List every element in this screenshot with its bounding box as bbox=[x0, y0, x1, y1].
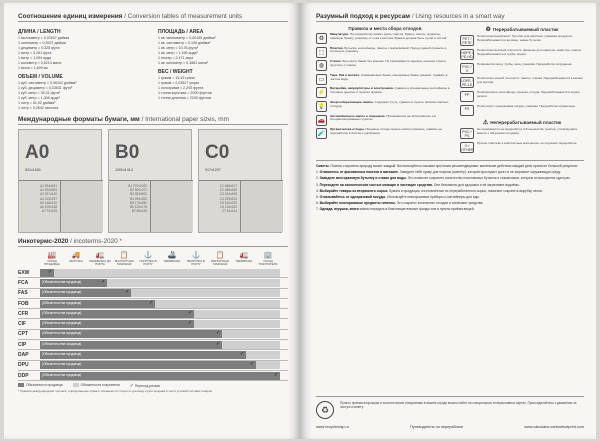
waste-icon: 🚗 bbox=[316, 115, 327, 126]
step-icon: 🏢 bbox=[263, 252, 273, 259]
conversion-row: 1 дециметр = 0,328 фута bbox=[18, 46, 60, 50]
incoterm-row-cif bbox=[18, 319, 288, 329]
rules-list bbox=[316, 33, 454, 139]
plastic-item bbox=[460, 49, 584, 60]
incoterm-bar bbox=[40, 300, 288, 308]
nonrecycle-heading: ⚠ Неперерабатываемый пластик bbox=[482, 120, 562, 126]
conversion-title: Соотношение единиц измерения / Conversion tables of measurement units bbox=[18, 13, 288, 22]
plastic-code-icon: O / OTHER bbox=[461, 144, 474, 152]
tips-section bbox=[316, 160, 584, 212]
waste-rule bbox=[316, 33, 454, 44]
conversion-row: 1 метр = 1,094 ярда bbox=[18, 56, 52, 60]
conversion-row: 1 куб. метр = 1,308 ярда³ bbox=[18, 96, 60, 100]
incoterm-code: CFR bbox=[18, 310, 29, 317]
incoterm-code: CIF bbox=[18, 321, 27, 328]
incoterm-code: DPU bbox=[18, 362, 29, 369]
waste-rule-text: Тара, Pak и металл. Алюминиевые банки, консервные банки, крышки. Сдавать в чистом виде. bbox=[330, 72, 448, 81]
step-icon: ⚓ bbox=[191, 252, 201, 259]
incoterm-row-fca bbox=[18, 278, 288, 288]
buyer-segment bbox=[107, 279, 280, 287]
buyer-segment bbox=[256, 361, 280, 369]
format-sub-item: C4 229x324 bbox=[219, 196, 237, 201]
tip-item: 7. Одежда, игрушки, книги можно передать в благотворительные фонды или в пункты приёма вещей. bbox=[316, 207, 475, 212]
waste-rule-lead: Тара, Pak и металл. bbox=[330, 72, 360, 77]
buyer-segment bbox=[131, 289, 280, 297]
plastic-code-icon: PP bbox=[460, 91, 474, 102]
incoterm-step bbox=[232, 251, 256, 267]
conversion-row: 1 куб. дециметр = 0,03531 фута³ bbox=[18, 86, 73, 90]
left-page bbox=[4, 3, 300, 439]
conversion-row: 1 кв. километр = 0,3861 мили² bbox=[158, 61, 209, 65]
incoterm-row-cpt bbox=[18, 330, 288, 340]
step-label: ПЕРЕВОЗКА ДО ПОРТА bbox=[89, 260, 111, 267]
buyer-segment bbox=[194, 310, 280, 318]
waste-rules-column bbox=[316, 26, 454, 156]
waste-rule-text: Макулатура. На переработку можно сдать: картон, бумагу, газеты, журналы, офисную бумагу, упаковку от сока и молока. Бумага должна быть сухой и чистой. bbox=[330, 32, 448, 40]
step-label: ВЫГРУЗКА В ПОРТУ bbox=[187, 260, 205, 267]
format-sub-item: B7 88x125 bbox=[131, 209, 147, 214]
risk-transfer-icon: ✓ bbox=[101, 278, 106, 285]
waste-rule-lead: Автомобильное масло и покрышки. bbox=[330, 113, 386, 118]
conversion-grid bbox=[18, 26, 288, 111]
globe-icon: ♻ bbox=[316, 401, 334, 419]
buyer-segment bbox=[194, 320, 280, 328]
format-sublist bbox=[201, 184, 237, 234]
incoterm-row-fas bbox=[18, 289, 288, 299]
plastic-item bbox=[460, 105, 584, 116]
step-label: ПЕРЕВОЗКА bbox=[235, 260, 253, 263]
conversion-row: 1 кв. метр = 10,76 фута² bbox=[158, 46, 199, 50]
conversion-row: 1 миллиметр = 0,03937 дюйма bbox=[18, 36, 70, 40]
conversion-row: 1 тонна короткая = 2000 фунтов bbox=[158, 91, 212, 95]
waste-rule bbox=[316, 128, 454, 139]
conversion-row: 1 куб. метр = 35,31 фута³ bbox=[18, 91, 61, 95]
seller-note: (Обязательства продавца) bbox=[42, 362, 82, 367]
seller-note: (Обязательства продавца) bbox=[42, 341, 82, 346]
step-icon: 🏭 bbox=[47, 252, 57, 259]
buyer-segment bbox=[155, 300, 280, 308]
incoterm-code: DAP bbox=[18, 352, 29, 359]
waste-rule-text: Пластик. Бутылки, контейнеры, пакеты с маркировкой. Перед сдачей промыть и сплющить упаковку. bbox=[330, 45, 447, 54]
length-heading: ДЛИНА / LENGTH bbox=[18, 29, 61, 35]
conversion-row: 1 кв. сантиметр = 0,155 дюйма² bbox=[158, 41, 211, 45]
tip-lead: Одежда, игрушки, книги bbox=[319, 207, 359, 212]
incoterm-bar bbox=[40, 351, 288, 359]
format-sub-item: A3 297x420 bbox=[39, 192, 57, 197]
format-sub-item: B3 353x500 bbox=[129, 192, 147, 197]
waste-icon: 🧪 bbox=[316, 128, 327, 139]
incoterm-code: CPT bbox=[18, 331, 28, 338]
incoterm-bar bbox=[40, 279, 288, 287]
seller-note: (Обязательства продавца) bbox=[42, 352, 82, 357]
incoterms-table bbox=[18, 268, 288, 381]
paper-format-b0 bbox=[108, 129, 192, 233]
format-sublist bbox=[111, 184, 147, 234]
plastic-code-icon: PVC / PS bbox=[460, 128, 474, 139]
tip-item: 4. Выбирайте товары из вторичного сырья. Бумага и продукция, изготовленные из переработанного сырья, помогают сократить вырубку лесов. bbox=[316, 188, 543, 193]
format-sub-item: B4 250x353 bbox=[129, 196, 147, 201]
conversion-row: 1 сантиметр = 0,3937 дюйма bbox=[18, 41, 66, 45]
incoterm-bar bbox=[40, 289, 288, 297]
tips-list bbox=[316, 170, 584, 211]
seller-note: (Обязательства продавца) bbox=[42, 279, 82, 284]
right-page bbox=[300, 3, 596, 439]
tip-item: 5. Отказывайтесь от одноразовой посуды. Используйте многоразовые приборы и контейнеры для еды. bbox=[316, 195, 480, 200]
incoterm-bar bbox=[40, 320, 288, 328]
tips-intro: Советы. Помочь сохранить природу может каждый. Воспользуйтесь нашими простыми рекомендациями: маленькие действия каждый день приносят большой результат. bbox=[316, 164, 578, 168]
waste-rule-lead: Пластик. bbox=[330, 45, 344, 50]
plastic-text: Не принимается на переработку в большинстве пунктов, утилизировать вместе с обычными отходами. bbox=[477, 127, 578, 135]
step-icon: 📋 bbox=[119, 252, 129, 259]
conversion-row: 1 куб. сантиметр = 0,06102 дюйма³ bbox=[18, 81, 77, 85]
plastic-item bbox=[460, 77, 584, 88]
waste-rule-text: Органические отходы. Пищевые отходы можно компостировать, сдавать на переработку в биогаз и удобрения. bbox=[330, 127, 442, 135]
format-sub-item: C7 81x114 bbox=[221, 209, 237, 214]
incoterm-step bbox=[184, 251, 208, 267]
incoterm-step bbox=[256, 251, 280, 267]
step-label: СКЛАД ПОКУПАТЕЛЯ bbox=[258, 260, 278, 267]
waste-rule-lead: Макулатура. bbox=[330, 32, 349, 36]
waste-rule bbox=[316, 60, 454, 71]
waste-rule-lead: Энергосберегающие лампы. bbox=[330, 99, 374, 104]
plastic-code-icon: PS bbox=[460, 105, 474, 116]
buyer-segment bbox=[54, 269, 280, 277]
incoterm-step bbox=[136, 251, 160, 267]
seller-note: (Обязательства продавца) bbox=[42, 290, 82, 295]
plastic-text: Полистирол: одноразовая посуда, упаковка. Переработка ограничена. bbox=[477, 104, 576, 108]
conversion-row: 1 литр = 61,02 дюйма³ bbox=[18, 101, 56, 105]
incoterm-code: DDP bbox=[18, 372, 29, 379]
buyer-segment bbox=[222, 330, 280, 338]
volume-heading: ОБЪЕМ / VOLUME bbox=[18, 74, 63, 80]
format-sub-item: C3 324x458 bbox=[219, 192, 237, 197]
plastic-text: Полипропилен: контейнеры, крышки, посуда. Перерабатывается в ящики, детали. bbox=[477, 90, 581, 98]
incoterm-bar bbox=[40, 269, 288, 277]
incoterm-step bbox=[160, 251, 184, 267]
risk-transfer-icon: ✓ bbox=[240, 351, 245, 358]
plastic-text: Полиэтилен низкой плотности: пакеты, плёнка. Перерабатывается в мешки для мусора. bbox=[477, 76, 583, 84]
paper-sizes-title: Международные форматы бумаги, мм / International paper sizes, mm bbox=[18, 116, 288, 125]
risk-transfer-icon: ✓ bbox=[48, 268, 53, 275]
length-list bbox=[18, 36, 148, 71]
incoterm-code: CIP bbox=[18, 341, 27, 348]
step-label: ЭКСПОРТНАЯ ТАМОЖНЯ bbox=[114, 260, 134, 267]
format-quarter bbox=[241, 180, 283, 232]
incoterm-bar bbox=[40, 310, 288, 318]
seller-note: (Обязательства продавца) bbox=[42, 300, 82, 305]
incoterms-title: Инкотермс-2020 / incoterms-2020 * bbox=[18, 238, 288, 247]
waste-rule bbox=[316, 74, 454, 85]
weight-list bbox=[158, 76, 288, 101]
plastic-code-icon: LDPE / PE-LD bbox=[461, 79, 473, 87]
format-size: 917x1297 bbox=[205, 168, 221, 172]
conversion-row: 1 кв. миллиметр = 0,00155 дюйма² bbox=[158, 36, 216, 40]
step-icon: 📋 bbox=[215, 252, 225, 259]
incoterm-row-exw bbox=[18, 268, 288, 278]
incoterm-row-dap bbox=[18, 350, 288, 360]
waste-rule-text: Батарейки, аккумуляторы и электроника. Сдавать в специальные контейнеры в торговых центрах и пунктах приёма. bbox=[330, 86, 450, 95]
waste-rule bbox=[316, 47, 454, 58]
waste-rule bbox=[316, 101, 454, 112]
waste-rule-text: Энергосберегающие лампы. Содержат ртуть, сдавать в пункты приёма опасных отходов. bbox=[330, 99, 449, 108]
seller-note: (Обязательства продавца) bbox=[42, 321, 82, 326]
incoterm-bar bbox=[40, 361, 288, 369]
incoterm-step bbox=[64, 251, 88, 267]
waste-icon: ⚡ bbox=[316, 87, 327, 98]
incoterm-step bbox=[112, 251, 136, 267]
format-sub-item: A6 105x148 bbox=[39, 205, 57, 210]
recycle-heading: ♻ Перерабатываемый пластик bbox=[485, 27, 559, 33]
seller-note: (Обязательства продавца) bbox=[42, 310, 82, 315]
incoterm-row-ddp bbox=[18, 371, 288, 381]
paper-format-c0 bbox=[198, 129, 282, 233]
waste-icon: ♻ bbox=[316, 33, 327, 44]
format-sub-item: A5 148x210 bbox=[39, 200, 57, 205]
waste-rule-lead: Стекло. bbox=[330, 59, 342, 64]
step-label: ИМПОРТНАЯ ТАМОЖНЯ bbox=[211, 260, 229, 267]
nonrecycle-list bbox=[460, 128, 584, 153]
plastic-code-icon: HDPE / PE-HD bbox=[461, 51, 473, 59]
step-icon: 🚚 bbox=[71, 252, 81, 259]
plastic-item bbox=[460, 128, 584, 139]
plastic-text: Поливинилхлорид: трубы, окна, упаковка. Переработка затруднена. bbox=[477, 62, 573, 66]
link-recyclemap[interactable]: www.recyclemap.ru bbox=[316, 425, 349, 429]
step-label: ЗАГРУЗКА bbox=[69, 260, 83, 263]
format-sub-item: C5 162x229 bbox=[219, 200, 237, 205]
paper-format-a0 bbox=[18, 129, 102, 233]
step-icon: 🚛 bbox=[239, 252, 249, 259]
format-sub-item: C1 648x917 bbox=[219, 184, 237, 188]
incoterm-bar bbox=[40, 372, 288, 380]
seller-note: (Обязательства продавца) bbox=[42, 372, 82, 377]
format-name: A0 bbox=[25, 142, 50, 163]
incoterm-row-cfr bbox=[18, 309, 288, 319]
tip-lead: Выбирайте товары из вторичного сырья. bbox=[319, 188, 389, 193]
link-guide: Путеводитель по переработке bbox=[409, 425, 464, 429]
incoterm-row-cip bbox=[18, 340, 288, 350]
waste-icon: 💡 bbox=[316, 101, 327, 112]
incoterm-code: FOB bbox=[18, 300, 29, 307]
plastic-item bbox=[460, 63, 584, 74]
warning-icon: ⚠ bbox=[482, 120, 489, 126]
plastic-item bbox=[460, 91, 584, 102]
incoterm-row-fob bbox=[18, 299, 288, 309]
tip-lead: Выбирайте многоразовые предметы гигиены. bbox=[319, 201, 396, 206]
incoterms-footnote: * Правила международной торговли, определяющие права и обязанности сторон по договору купли-продажи в части условий поставки товаров bbox=[18, 389, 212, 394]
area-heading: ПЛОЩАДЬ / AREA bbox=[158, 29, 204, 35]
conversion-row: 1 грамм = 15,43 грана bbox=[158, 76, 195, 80]
waste-rule-lead: Батарейки, аккумуляторы и электроника. bbox=[330, 86, 394, 91]
tip-lead: Переходите на экологические чистые моющие и чистящие средства. bbox=[319, 182, 433, 187]
plastic-text: Полиэтилен высокой плотности: флаконы для шампуня, канистры, пакеты. Перерабатывается в трубы, ящики. bbox=[477, 48, 582, 56]
buyer-segment bbox=[246, 351, 280, 359]
waste-rule bbox=[316, 115, 454, 126]
risk-transfer-icon: ✓ bbox=[250, 361, 255, 368]
incoterm-code: EXW bbox=[18, 269, 30, 276]
conversion-row: 1 кв. метр = 1,196 ярда² bbox=[158, 51, 198, 55]
format-size: 1000x1414 bbox=[115, 168, 133, 172]
format-sub-item: B5 176x250 bbox=[129, 200, 147, 205]
recycle-icon: ♻ bbox=[485, 27, 491, 33]
risk-transfer-icon: ✓ bbox=[216, 340, 221, 347]
step-label: СКЛАД ПРОДАВЦА bbox=[44, 260, 60, 267]
step-icon: ⚓ bbox=[143, 252, 153, 259]
incoterm-code: FAS bbox=[18, 290, 28, 297]
conversion-row: 1 метр = 3,281 фута bbox=[18, 51, 52, 55]
notebook-spread bbox=[4, 3, 596, 439]
risk-transfer-icon: ✓ bbox=[188, 320, 193, 327]
plastic-code-icon: PET / PETE bbox=[460, 35, 474, 46]
resources-title: Разумный подход к ресурсам / Using resources in a smart way bbox=[316, 13, 584, 22]
buyer-segment bbox=[222, 341, 280, 349]
waste-rule bbox=[316, 87, 454, 98]
step-icon: 🚢 bbox=[167, 252, 177, 259]
waste-rule-text: Стекло. Бутылки и банки без крышек. Не принимаются зеркала, оконное стекло, хрусталь и лампы. bbox=[330, 59, 447, 67]
format-sublist bbox=[21, 184, 57, 234]
legend-buyer: Обязанности покупателя bbox=[73, 383, 120, 389]
plastic-item bbox=[460, 35, 584, 46]
step-label: ПОГРУЗКА В ПОРТУ bbox=[139, 260, 157, 267]
seller-note: (Обязательства продавца) bbox=[42, 331, 82, 336]
conversion-row: 1 грамм = 0,03527 унции bbox=[158, 81, 200, 85]
legend-seller: Обязанности продавца bbox=[18, 383, 63, 389]
format-sub-item: A7 74x105 bbox=[41, 209, 57, 214]
area-list bbox=[158, 36, 288, 66]
incoterm-step bbox=[88, 251, 112, 267]
recycle-list bbox=[460, 35, 584, 116]
format-sub-item: A2 420x594 bbox=[39, 188, 57, 193]
links-row bbox=[316, 425, 584, 429]
tip-lead: Откажитесь от фасованных пакетов в магазине. bbox=[319, 170, 399, 175]
incoterm-code: FCA bbox=[18, 279, 29, 286]
plastic-text: Прочие пластики и композитные материалы, не подлежат переработке. bbox=[477, 141, 578, 145]
waste-icon: ⬚ bbox=[316, 47, 327, 58]
risk-transfer-icon: ✓ bbox=[188, 309, 193, 316]
conversion-row: 1 тонна длинная = 2240 фунтов bbox=[158, 96, 211, 100]
risk-transfer-icon: ✓ bbox=[125, 289, 130, 296]
step-icon: 🚛 bbox=[95, 252, 105, 259]
format-quarter bbox=[61, 180, 103, 232]
plastic-item bbox=[460, 142, 584, 153]
plastic-text: Полиэтилентерефталат: бутылки для напитков, упаковка продуктов. Перерабатывается в волокно, новые бутылки. bbox=[477, 34, 573, 42]
legend-risk: ✓ Переход рисков bbox=[129, 383, 160, 390]
tip-item: 6. Выбирайте многоразовые предметы гигиены. Это сократит количество отходов и сэкономит средства. bbox=[316, 201, 484, 206]
format-name: C0 bbox=[205, 142, 230, 163]
map-note-text: Пункты приёма вторсырья и экологические инициативы в вашем городе можно найти на специальных интерактивных картах. Присоединяйтесь к движению за чистую планету. bbox=[340, 401, 577, 409]
recycle-map-note bbox=[316, 396, 584, 419]
format-sub-item: A1 594x841 bbox=[39, 184, 57, 188]
waste-rule-text: Автомобильное масло и покрышки. Принимаются на автосервисах и в специализированных пунктах. bbox=[330, 113, 436, 122]
conversion-row: 1 гектар = 2,471 акра bbox=[158, 56, 194, 60]
tip-lead: Заведите многоразовую бутылку и стакан для воды. bbox=[319, 176, 407, 181]
tip-item: 2. Заведите многоразовую бутылку и стакан для воды. Это позволит сократить количество пластиковых бутылок и стаканчиков, которые используются один раз. bbox=[316, 176, 571, 181]
weight-heading: ВЕС / WEIGHT bbox=[158, 69, 193, 75]
conversion-row: 1 миля = 1,609 км bbox=[18, 66, 48, 70]
waste-icon: ▭ bbox=[316, 74, 327, 85]
format-quarter bbox=[151, 180, 193, 232]
plastic-code-icon: PVC / V bbox=[460, 63, 474, 74]
format-sub-item: B2 500x707 bbox=[129, 188, 147, 193]
step-label: ПЕРЕВОЗКА bbox=[163, 260, 181, 263]
incoterm-bar bbox=[40, 330, 288, 338]
risk-transfer-icon: ✓ bbox=[149, 299, 154, 306]
tip-lead: Отказывайтесь от одноразовой посуды. bbox=[319, 195, 387, 200]
tip-item: 3. Переходите на экологические чистые моющие и чистящие средства. Они безопасны для здоровья и не загрязняют водоёмы. bbox=[316, 182, 520, 187]
paper-sizes-diagram bbox=[18, 129, 288, 233]
format-sub-item: A4 210x297 bbox=[39, 196, 57, 201]
plastics-column bbox=[460, 26, 584, 156]
volume-list bbox=[18, 81, 148, 111]
waste-icon: ◍ bbox=[316, 60, 327, 71]
conversion-row: 1 литр = 0,2642 галлона bbox=[18, 106, 59, 110]
format-sub-item: C2 458x648 bbox=[219, 188, 237, 193]
incoterm-step bbox=[40, 251, 64, 267]
link-carbon[interactable]: www.calculator.carbonfootprint.com bbox=[524, 425, 584, 429]
format-size: 841x1189 bbox=[25, 168, 41, 172]
format-sub-item: B1 707x1000 bbox=[128, 184, 147, 188]
format-sub-item: B6 125x176 bbox=[129, 205, 147, 210]
tip-item: 1. Откажитесь от фасованных пакетов в магазине. Заведите себе сумку для покупок (шоппер), которая прослужит долго и не загрязнит окружающую среду. bbox=[316, 170, 561, 175]
waste-rule-lead: Органические отходы. bbox=[330, 127, 365, 132]
format-sub-item: C6 114x162 bbox=[220, 205, 237, 210]
incoterm-bar bbox=[40, 341, 288, 349]
conversion-row: 1 килограмм = 2,205 фунта bbox=[158, 86, 204, 90]
incoterm-step bbox=[208, 251, 232, 267]
conversion-row: 1 километр = 0,6214 мили bbox=[18, 61, 62, 65]
incoterm-row-dpu bbox=[18, 361, 288, 371]
risk-transfer-icon: ✓ bbox=[216, 330, 221, 337]
format-name: B0 bbox=[115, 142, 140, 163]
risk-transfer-icon: ✓ bbox=[274, 371, 279, 378]
rules-heading: Правила и места сбора отходов bbox=[348, 26, 422, 31]
incoterms-steps bbox=[40, 251, 288, 267]
